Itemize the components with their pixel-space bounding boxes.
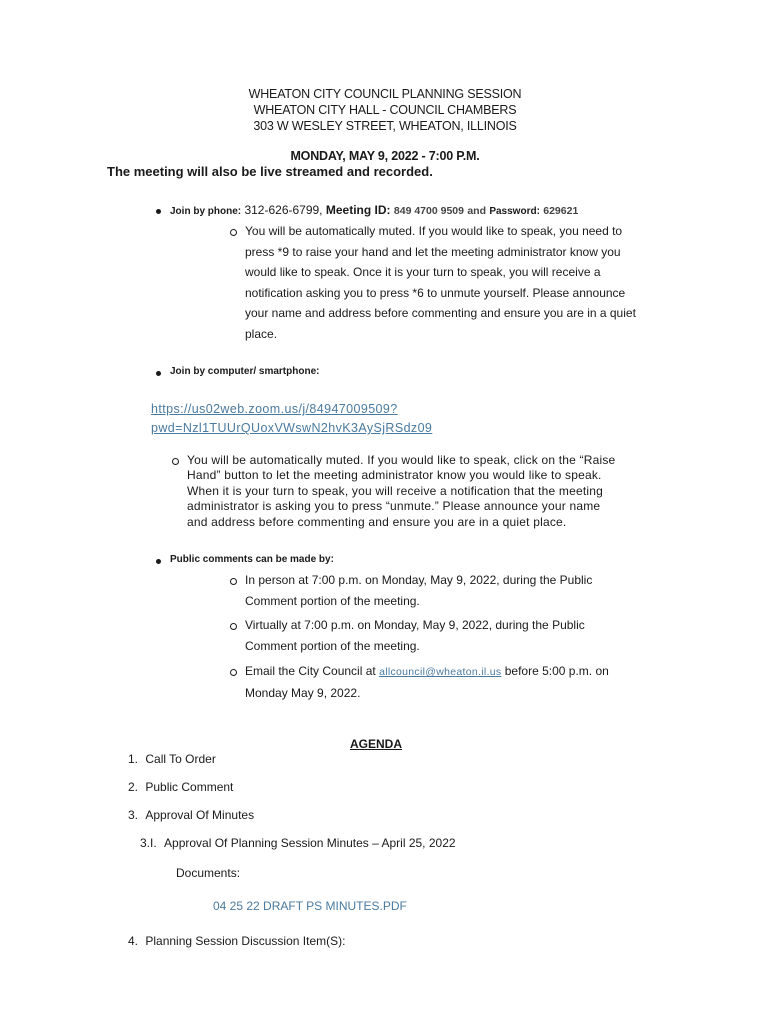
phone-instructions <box>245 221 665 345</box>
circle-bullet-icon <box>230 623 237 630</box>
agenda-item-text: Approval Of Minutes <box>145 808 255 822</box>
documents-label: Documents: <box>176 866 241 880</box>
bullet-icon <box>156 559 161 564</box>
comment-option-text: Comment portion of the meeting. <box>245 638 420 653</box>
comment-option-in-person <box>245 570 592 611</box>
computer-note-line: When it is your turn to speak, you will receive a notification that the meeting <box>187 483 604 498</box>
comment-option-text: Email the City Council at <box>245 664 376 678</box>
venue-line: WHEATON CITY HALL - COUNCIL CHAMBERS <box>253 103 517 117</box>
agenda-item-text: Public Comment <box>145 780 234 794</box>
agenda-subitem-planning-minutes <box>140 836 456 850</box>
meeting-id: 849 4700 9509 <box>393 205 464 217</box>
phone-note-line: You will be automatically muted. If you would like to speak, you need to <box>245 224 623 238</box>
agenda-item-number: 2. <box>128 780 139 794</box>
comment-option-virtual <box>245 615 585 656</box>
draft-minutes-pdf-link[interactable]: 04 25 22 DRAFT PS MINUTES.PDF <box>213 899 407 913</box>
password-label: Password: <box>489 206 540 217</box>
circle-bullet-icon <box>230 229 237 236</box>
phone-note-line: notification asking you to press *6 to unmute yourself. Please announce <box>245 285 626 300</box>
agenda-title: AGENDA <box>350 737 403 751</box>
phone-note-line: your name and address before commenting and ensure you are in a quiet <box>245 306 636 321</box>
stream-note: The meeting will also be live streamed and recorded. <box>107 164 433 179</box>
password-value: 629621 <box>543 205 579 217</box>
phone-join-line <box>170 203 578 217</box>
agenda-item-public-comment <box>128 780 233 794</box>
comment-option-text: before 5:00 p.m. on <box>504 664 609 678</box>
comment-option-text: Comment portion of the meeting. <box>245 593 420 608</box>
computer-instructions <box>187 453 657 530</box>
circle-bullet-icon <box>230 578 237 585</box>
comment-option-text: In person at 7:00 p.m. on Monday, May 9, 2022, during the Public <box>245 573 593 587</box>
phone-note-line: place. <box>245 326 278 341</box>
agenda-item-text: Approval Of Planning Session Minutes – April 25, 2022 <box>164 836 456 850</box>
council-session-title: WHEATON CITY COUNCIL PLANNING SESSION <box>248 87 522 101</box>
agenda-item-number: 3. <box>128 808 139 822</box>
phone-note-line: press *9 to raise your hand and let the meeting administrator know you <box>245 244 621 259</box>
zoom-url-line2[interactable]: pwd=Nzl1TUUrQUoxVWswN2hvK3AySjRSdz09 <box>151 421 433 435</box>
computer-note-line: and address before commenting and ensure you are in a quiet place. <box>187 514 567 529</box>
council-email-link[interactable]: allcouncil@wheaton.il.us <box>379 666 502 678</box>
circle-bullet-icon <box>230 669 237 676</box>
comment-option-text: Monday May 9, 2022. <box>245 685 361 700</box>
phone-note-line: would like to speak. Once it is your turn to speak, you will receive a <box>245 265 601 280</box>
bullet-icon <box>156 209 161 214</box>
phone-number: 312-626-6799, <box>244 203 323 217</box>
phone-label: Join by phone: <box>170 206 242 217</box>
meeting-date: MONDAY, MAY 9, 2022 - 7:00 P.M. <box>290 149 480 163</box>
computer-note-line: administrator is asking you to press “unmute.” Please announce your name <box>187 499 601 514</box>
agenda-item-discussion <box>128 934 345 948</box>
address-line: 303 W WESLEY STREET, WHEATON, ILLINOIS <box>253 119 517 133</box>
agenda-item-approval-of-minutes <box>128 808 254 822</box>
agenda-item-text: Planning Session Discussion Item(S): <box>145 934 346 948</box>
agenda-item-number: 1. <box>128 752 139 766</box>
comment-option-email <box>245 661 609 703</box>
zoom-link[interactable] <box>151 400 432 438</box>
computer-note-line: Hand” button to let the meeting administrator know you would like to speak. <box>187 468 602 483</box>
agenda-item-text: Call To Order <box>145 752 216 766</box>
agenda-item-number: 4. <box>128 934 139 948</box>
computer-note-line: You will be automatically muted. If you would like to speak, click on the “Raise <box>187 453 616 467</box>
agenda-item-number: 3.I. <box>140 836 157 850</box>
computer-label: Join by computer/ smartphone: <box>170 366 320 377</box>
public-comments-label: Public comments can be made by: <box>170 554 334 565</box>
zoom-url-line1[interactable]: https://us02web.zoom.us/j/84947009509? <box>151 402 398 416</box>
agenda-item-call-to-order <box>128 752 216 766</box>
circle-bullet-icon <box>172 458 179 465</box>
meeting-id-label: Meeting ID: <box>325 203 391 217</box>
bullet-icon <box>156 371 161 376</box>
and-text: and <box>467 205 486 217</box>
comment-option-text: Virtually at 7:00 p.m. on Monday, May 9, 2022, during the Public <box>245 618 585 632</box>
